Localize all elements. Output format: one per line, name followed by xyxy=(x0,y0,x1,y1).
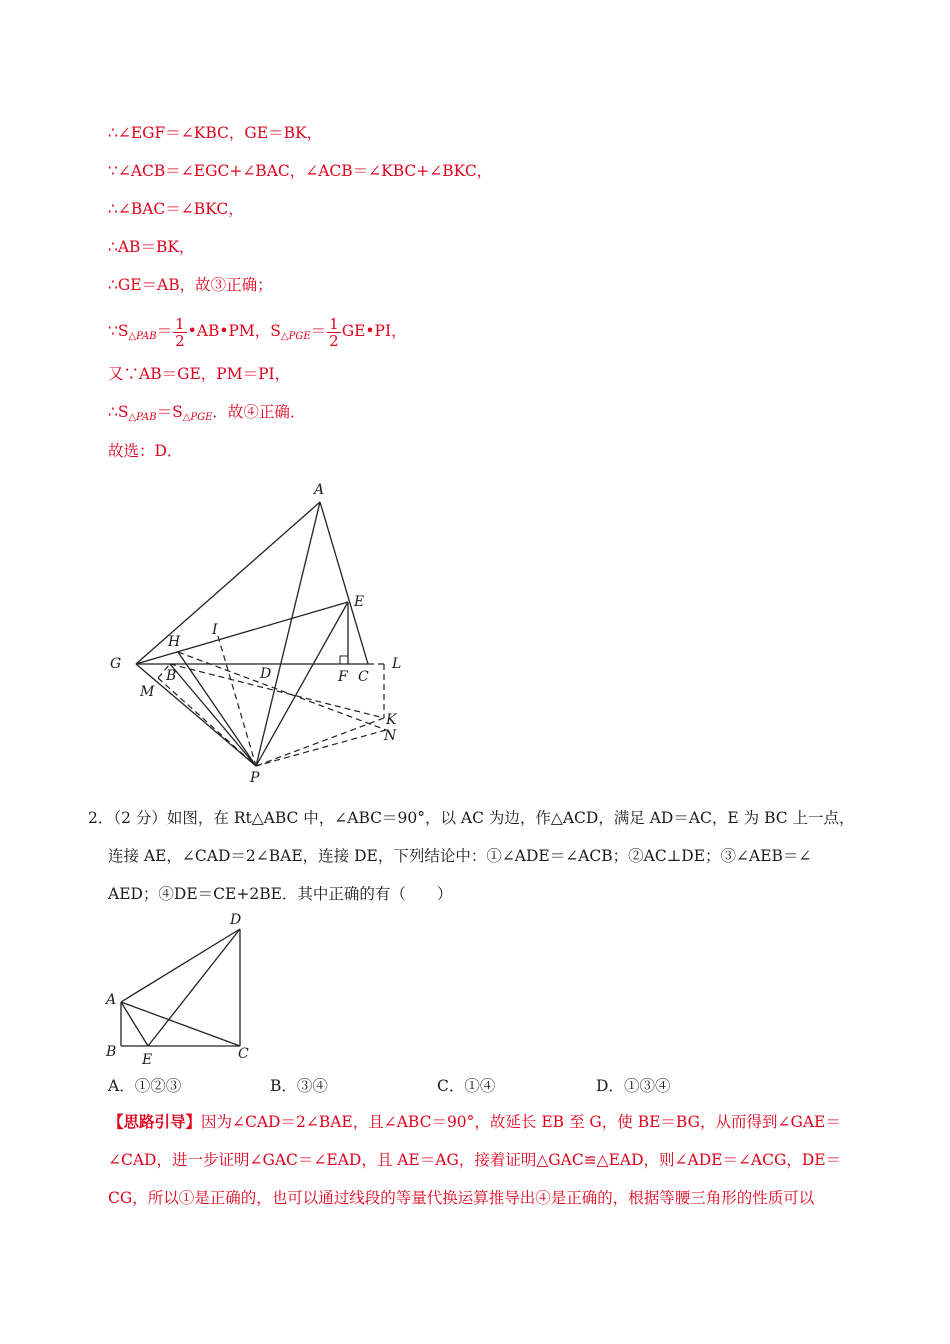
label-A: A xyxy=(106,992,117,1008)
solution-line-2: ∵∠ACB＝∠EGC+∠BAC，∠ACB＝∠KBC+∠BKC， xyxy=(108,162,493,180)
label-N: N xyxy=(384,728,397,744)
fraction-numerator: 1 xyxy=(329,314,339,333)
option-b[interactable] xyxy=(270,1074,328,1096)
option-a[interactable] xyxy=(108,1074,181,1096)
label-H: H xyxy=(168,634,181,650)
label-D: D xyxy=(230,912,242,928)
label-B: B xyxy=(166,668,177,684)
fraction-numerator: 1 xyxy=(175,314,185,333)
conclusion-line xyxy=(108,402,305,428)
answer-line: 故选：D． xyxy=(108,442,183,460)
option-d[interactable] xyxy=(596,1074,670,1096)
label-I: I xyxy=(212,622,218,638)
label-F: F xyxy=(338,669,348,685)
question-line-2: 连接 AE，∠CAD＝2∠BAE，连接 DE，下列结论中：①∠ADE＝∠ACB；②AC⊥DE；③∠AEB＝∠ xyxy=(108,847,812,865)
geometry-figure-2 xyxy=(100,908,270,1068)
area-sub-pab: △PAB xyxy=(128,331,157,342)
label-G: G xyxy=(110,656,122,672)
area-term-1: •AB•PM，S xyxy=(187,322,281,340)
concl-prefix: ∴S xyxy=(108,403,129,421)
area-term-2: GE•PI， xyxy=(341,322,407,340)
fraction-half-2 xyxy=(327,316,341,349)
fraction-denominator: 2 xyxy=(329,331,339,350)
option-text: ①④ xyxy=(464,1077,496,1095)
area-formula-line xyxy=(108,313,407,355)
label-L: L xyxy=(392,656,402,672)
label-A: A xyxy=(314,482,325,498)
concl-sub-pab: △PAB xyxy=(128,412,157,423)
option-label: B． xyxy=(270,1077,297,1095)
concl-sub-pge: △PGE xyxy=(182,412,213,423)
option-c[interactable] xyxy=(437,1074,495,1096)
question-line-1: 2．（2 分）如图，在 Rt△ABC 中，∠ABC＝90°，以 AC 为边，作△ACD，满足 AD＝AC，E 为 BC 上一点， xyxy=(88,809,855,827)
option-label: D． xyxy=(596,1077,624,1095)
label-K: K xyxy=(386,712,397,728)
hint-text-1: 因为∠CAD＝2∠BAE，且∠ABC＝90°，故延长 EB 至 G，使 BE＝BG，从而得到∠GAE＝ xyxy=(201,1113,841,1131)
solution-line-3: ∴∠BAC＝∠BKC， xyxy=(108,200,244,218)
area-sub-pge: △PGE xyxy=(280,331,311,342)
area-prefix: ∵S xyxy=(108,322,129,340)
area-eq-2: ＝ xyxy=(310,322,327,340)
label-B: B xyxy=(106,1044,117,1060)
fraction-half-1 xyxy=(173,316,187,349)
label-P: P xyxy=(250,770,260,786)
label-M: M xyxy=(140,684,155,700)
label-E: E xyxy=(354,594,365,610)
solution-line-1: ∴∠EGF＝∠KBC，GE＝BK， xyxy=(108,124,323,142)
question-line-3: AED；④DE＝CE+2BE．其中正确的有（ ） xyxy=(108,885,453,903)
concl-eq: ＝S xyxy=(156,403,183,421)
hint-tag: 【思路引导】 xyxy=(108,1112,202,1131)
option-label: C． xyxy=(437,1077,465,1095)
option-text: ①③④ xyxy=(623,1077,671,1095)
area-eq-1: ＝ xyxy=(156,322,173,340)
option-text: ①②③ xyxy=(134,1077,182,1095)
concl-text: ．故④正确． xyxy=(212,403,306,421)
hint-line-3: CG，所以①是正确的，也可以通过线段的等量代换运算推导出④是正确的，根据等腰三角形的性质可以 xyxy=(108,1189,815,1207)
hint-line-1 xyxy=(108,1112,841,1132)
solution-line-4: ∴AB＝BK， xyxy=(108,238,195,256)
solution-line-5: ∴GE＝AB，故③正确； xyxy=(108,276,273,294)
label-C: C xyxy=(358,669,369,685)
equality-line: 又∵AB＝GE，PM＝PI， xyxy=(108,365,291,383)
option-text: ③④ xyxy=(296,1077,328,1095)
fraction-denominator: 2 xyxy=(175,331,185,350)
label-E: E xyxy=(142,1052,153,1068)
geometry-figure-1 xyxy=(100,478,420,788)
hint-line-2: ∠CAD，进一步证明∠GAC＝∠EAD，且 AE＝AG，接着证明△GAC≌△EAD，则∠ADE＝∠ACG，DE＝ xyxy=(108,1151,842,1169)
option-label: A． xyxy=(108,1077,135,1095)
label-D: D xyxy=(260,666,272,682)
label-C: C xyxy=(238,1046,249,1062)
